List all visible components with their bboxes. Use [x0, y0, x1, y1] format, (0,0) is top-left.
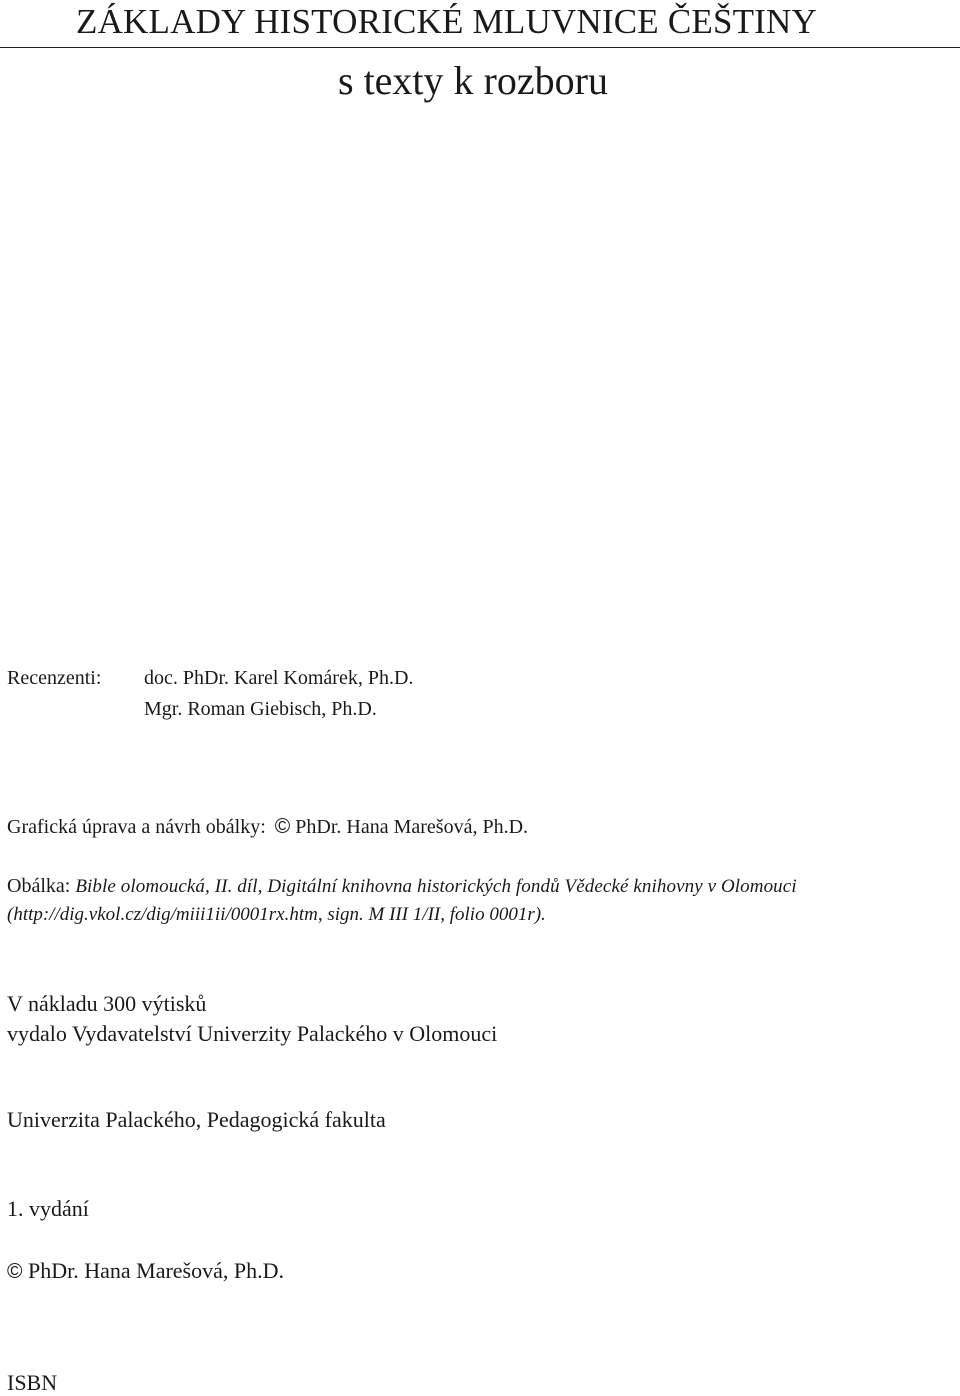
copyright-icon: ©: [274, 815, 291, 838]
cover-source-reference: (http://dig.vkol.cz/dig/miii1ii/0001rx.htm, sign. M III 1/II, folio 0001r).: [7, 904, 546, 925]
edition: 1. vydání: [7, 1196, 89, 1221]
reviewer-2: Mgr. Roman Giebisch, Ph.D.: [144, 698, 377, 720]
cover-note: [7, 875, 960, 898]
book-title: ZÁKLADY HISTORICKÉ MLUVNICE ČEŠTINY: [76, 2, 817, 41]
design-label: Grafická úprava a návrh obálky:: [7, 816, 266, 838]
copyright-holder: PhDr. Hana Marešová, Ph.D.: [27, 1258, 285, 1283]
reviewers-label: Recenzenti:: [7, 667, 102, 689]
reviewer-1: doc. PhDr. Karel Komárek, Ph.D.: [144, 667, 414, 689]
cover-label: Obálka:: [7, 875, 71, 897]
institution: Univerzita Palackého, Pedagogická fakulta: [7, 1107, 386, 1132]
book-subtitle: s texty k rozboru: [338, 58, 608, 103]
isbn-label: ISBN: [7, 1370, 58, 1395]
cover-source: Bible olomoucká, II. díl, Digitální knihovna historických fondů Vědecké knihovny v Olomouci: [75, 876, 797, 897]
copyright-icon: ©: [7, 1260, 23, 1283]
design-credit: [7, 815, 528, 839]
publisher: vydalo Vydavatelství Univerzity Palackého v Olomouci: [7, 1021, 498, 1046]
title-divider: [0, 47, 960, 48]
copyright-line: [7, 1258, 284, 1284]
designer-name: PhDr. Hana Marešová, Ph.D.: [295, 816, 529, 838]
print-run: V nákladu 300 výtisků: [7, 991, 207, 1016]
